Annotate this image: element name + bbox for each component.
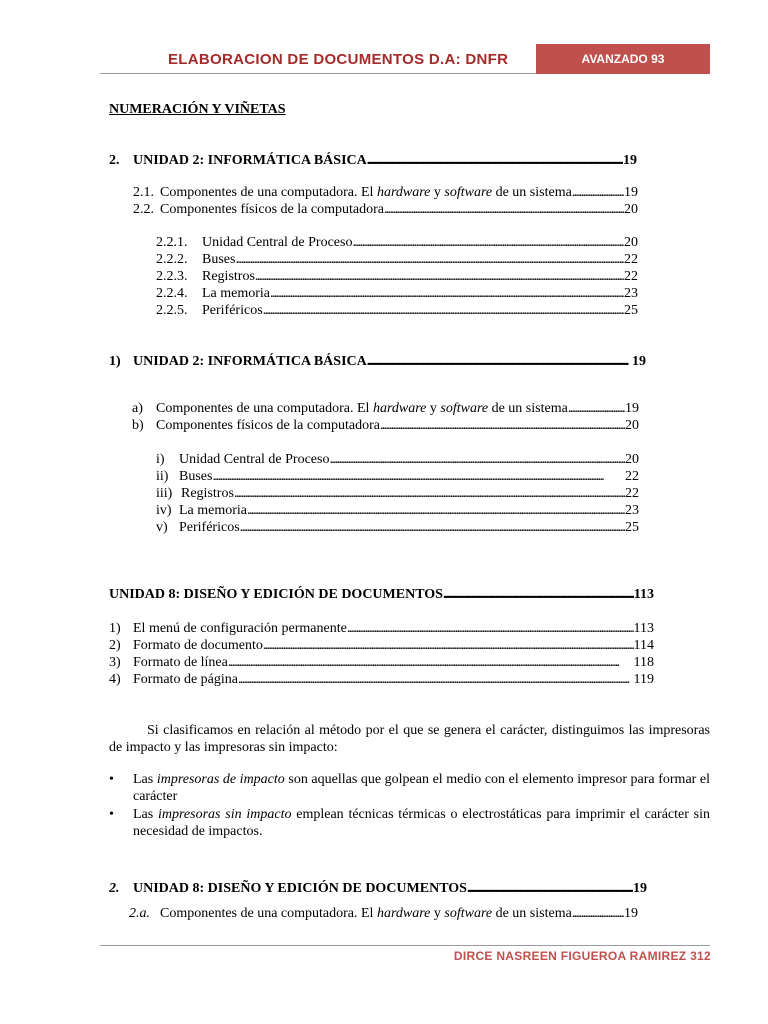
footer-divider	[100, 945, 710, 946]
toc-text: Registros	[202, 269, 255, 284]
toc-number: 2.2.3.	[156, 269, 188, 284]
toc-text: Componentes de una computadora. El hardware y software de un sistema	[156, 401, 568, 416]
toc-page: 19	[623, 153, 637, 168]
toc-text: Unidad Central de Proceso	[202, 235, 353, 250]
toc-leader	[347, 620, 634, 637]
toc-text: Buses	[179, 469, 213, 484]
toc-page: 19	[625, 401, 639, 416]
toc1-item	[156, 234, 638, 251]
toc-text: UNIDAD 2: INFORMÁTICA BÁSICA	[133, 153, 367, 168]
toc-page: 20	[625, 452, 639, 467]
toc1-item	[156, 251, 638, 268]
toc-leader	[572, 184, 624, 201]
toc-leader	[270, 285, 624, 302]
toc-number: i)	[156, 452, 165, 467]
toc-leader	[240, 519, 625, 536]
toc-leader	[228, 654, 634, 671]
toc-text: Periféricos	[202, 303, 263, 318]
toc-leader	[367, 152, 623, 169]
toc-number: b)	[132, 418, 144, 433]
toc-leader	[572, 905, 624, 922]
toc-leader	[212, 468, 625, 485]
toc2-item	[156, 468, 639, 485]
toc-page: 119	[633, 672, 654, 687]
toc-text: El menú de configuración permanente	[133, 621, 347, 636]
toc-text: Registros	[181, 486, 234, 501]
toc1-item	[156, 268, 638, 285]
toc-page: 22	[625, 469, 639, 484]
toc-number: 3)	[109, 655, 121, 670]
toc-leader	[235, 251, 624, 268]
toc3-item	[109, 671, 654, 688]
toc-number: 2.2.4.	[156, 286, 188, 301]
toc-number: 2)	[109, 638, 121, 653]
toc-leader	[329, 451, 625, 468]
toc1-item	[156, 285, 638, 302]
toc-page: 23	[625, 503, 639, 518]
bullet-icon: •	[109, 772, 114, 787]
toc-leader	[247, 502, 625, 519]
toc-number: v)	[156, 520, 168, 535]
toc2-main-entry	[109, 353, 646, 370]
toc-page: 23	[624, 286, 638, 301]
toc-leader	[380, 417, 625, 434]
toc2-item	[156, 519, 639, 536]
toc-page: 19	[624, 185, 638, 200]
toc3-main-entry	[109, 586, 654, 603]
toc-page: 25	[624, 303, 638, 318]
toc-text: Componentes físicos de la computadora	[156, 418, 380, 433]
toc2-item	[156, 502, 639, 519]
toc-number: 1)	[109, 354, 121, 369]
toc3-item	[109, 654, 654, 671]
toc-page: 22	[625, 486, 639, 501]
toc-number: 2.a.	[129, 906, 150, 921]
toc-text: Formato de documento	[133, 638, 263, 653]
toc1-sub-entry	[133, 184, 638, 201]
toc-text: La memoria	[179, 503, 248, 518]
toc-number: 1)	[109, 621, 121, 636]
toc1-item	[156, 302, 638, 319]
toc-number: 2.1.	[133, 185, 154, 200]
section-title: NUMERACIÓN Y VIÑETAS	[109, 102, 286, 117]
toc2-sub-entry	[132, 417, 639, 434]
toc1-sub-entry	[133, 201, 638, 218]
toc-page: 19	[624, 906, 638, 921]
footer-author: DIRCE NASREEN FIGUEROA RAMIREZ 312	[453, 949, 711, 963]
toc-number: 2.2.1.	[156, 235, 188, 250]
toc-text: UNIDAD 8: DISEÑO Y EDICIÓN DE DOCUMENTOS	[109, 587, 443, 602]
bullet-text: Las impresoras de impacto son aquellas que golpean el medio con el elemento impresor para formar el carácter	[133, 772, 711, 804]
toc-leader	[238, 671, 634, 688]
toc-page: 20	[624, 202, 638, 217]
document-header-title: ELABORACION DE DOCUMENTOS D.A: DNFR	[168, 51, 509, 68]
toc4-main-entry	[109, 880, 647, 897]
toc-text: UNIDAD 2: INFORMÁTICA BÁSICA	[133, 354, 367, 369]
toc-number: iv)	[156, 503, 172, 518]
toc-text: Formato de línea	[133, 655, 228, 670]
toc-text: UNIDAD 8: DISEÑO Y EDICIÓN DE DOCUMENTOS	[133, 881, 467, 896]
toc-leader	[263, 302, 624, 319]
toc-text: Periféricos	[179, 520, 240, 535]
toc-text: Componentes de una computadora. El hardware y software de un sistema	[160, 906, 572, 921]
header-badge: AVANZADO 93	[536, 44, 710, 74]
header-divider	[100, 73, 536, 74]
toc-page: 19	[633, 881, 647, 896]
toc-number: 2.2.	[133, 202, 154, 217]
bullet-icon: •	[109, 807, 114, 822]
toc2-item	[156, 451, 639, 468]
bullet-item	[109, 806, 710, 840]
toc3-item	[109, 637, 654, 654]
toc-number: 2.2.2.	[156, 252, 188, 267]
body-paragraph: Si clasificamos en relación al método por el que se genera el carácter, distinguimos las impresoras de impacto y las impresoras sin impacto:	[109, 723, 710, 755]
toc2-item	[156, 485, 639, 502]
toc-number: ii)	[156, 469, 169, 484]
toc-page: 114	[633, 638, 654, 653]
toc-number: a)	[132, 401, 143, 416]
toc-page: 19	[632, 354, 646, 369]
toc-text: La memoria	[202, 286, 271, 301]
toc-text: Unidad Central de Proceso	[179, 452, 330, 467]
toc-page: 25	[625, 520, 639, 535]
toc-page: 113	[633, 621, 654, 636]
toc1-main-entry	[109, 152, 637, 169]
toc-number: iii)	[156, 486, 173, 501]
toc-number: 2.	[109, 153, 120, 168]
toc-leader	[352, 234, 624, 251]
bullet-text: Las impresoras sin impacto emplean técnicas térmicas o electrostáticas para imprimir el carácter sin necesidad de impactos.	[133, 807, 711, 839]
toc-number: 2.	[109, 881, 120, 896]
toc-leader	[568, 400, 625, 417]
toc-text: Formato de página	[133, 672, 238, 687]
toc-text: Componentes físicos de la computadora	[160, 202, 384, 217]
toc-page: 22	[624, 269, 638, 284]
toc-leader	[443, 586, 634, 603]
toc-page: 22	[624, 252, 638, 267]
toc-page: 118	[633, 655, 654, 670]
toc4-sub-entry	[129, 905, 638, 922]
bullet-item	[109, 771, 710, 805]
toc-leader	[367, 353, 632, 370]
toc-leader	[234, 485, 625, 502]
toc-leader	[263, 637, 634, 654]
toc-leader	[255, 268, 624, 285]
toc2-sub-entry	[132, 400, 639, 417]
toc-number: 4)	[109, 672, 121, 687]
toc-leader	[467, 880, 633, 897]
toc3-item	[109, 620, 654, 637]
toc-page: 20	[624, 235, 638, 250]
toc-leader	[384, 201, 624, 218]
toc-page: 20	[625, 418, 639, 433]
toc-text: Componentes de una computadora. El hardware y software de un sistema	[160, 185, 572, 200]
toc-page: 113	[633, 587, 654, 602]
toc-number: 2.2.5.	[156, 303, 188, 318]
toc-text: Buses	[202, 252, 236, 267]
